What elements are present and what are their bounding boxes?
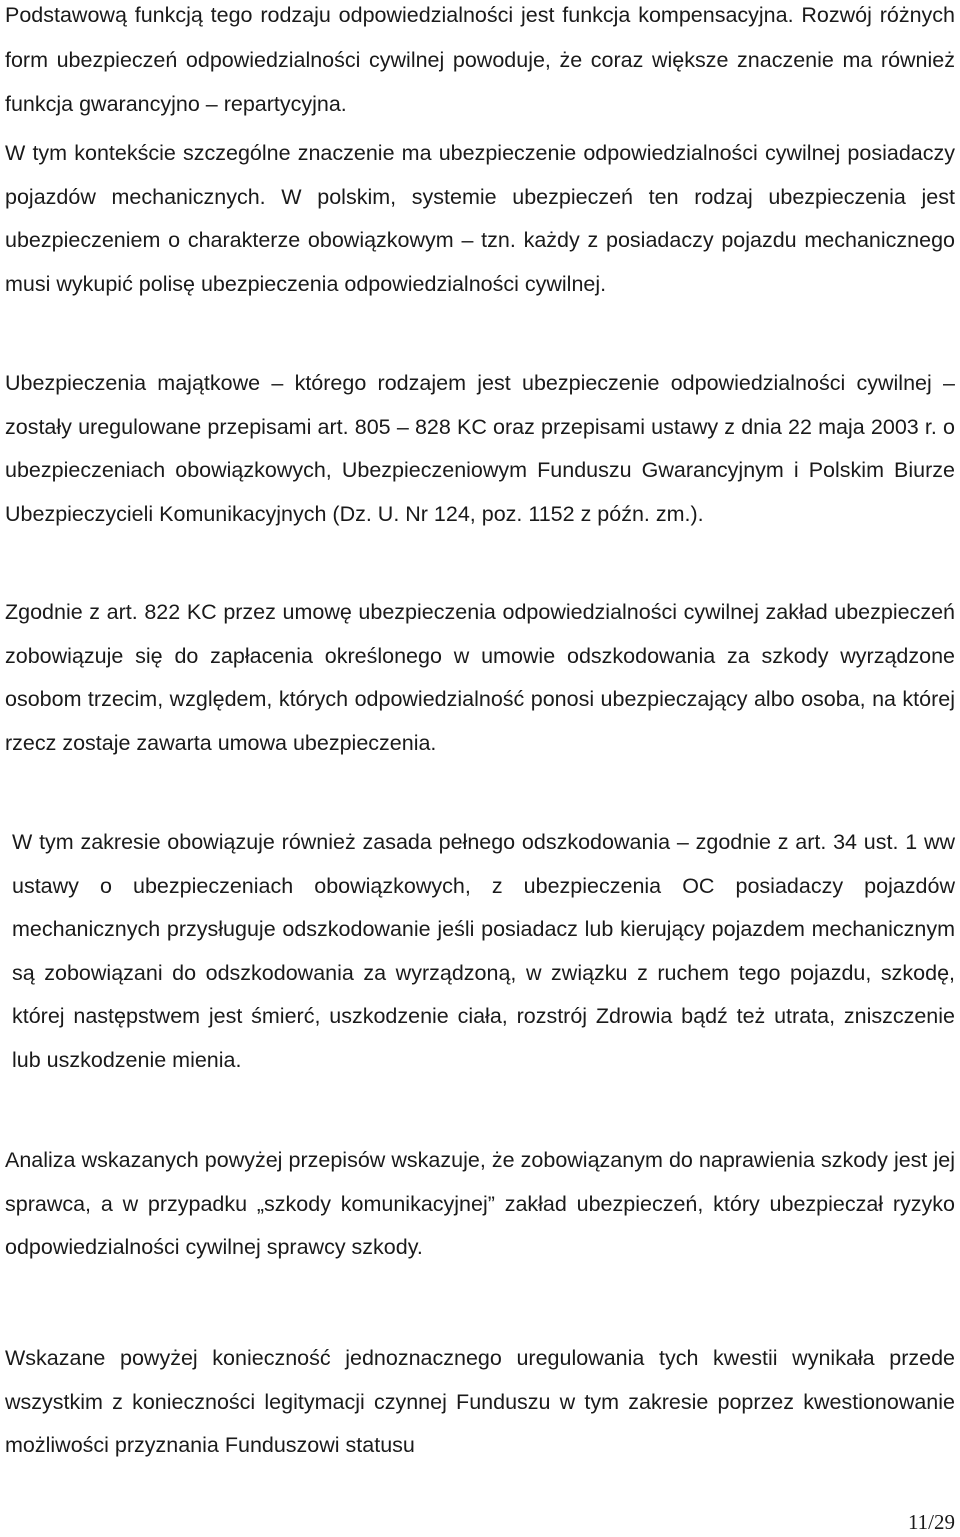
paragraph-oc-insurance-context: W tym kontekście szczególne znaczenie ma ubezpieczenie odpowiedzialności cywilnej posiadaczy pojazdów mechanicznych. W polskim, systemie ubezpieczeń ten rodzaj ubezpieczenia jest ubezpieczeniem o charakterze obowiązkowym – tzn. każdy z posiadaczy pojazdu mechanicznego musi wykupić polisę ubezpieczenia odpowiedzialności cywilnej. <box>5 141 955 296</box>
paragraph-fund-legitimacy: Wskazane powyżej konieczność jednoznacznego uregulowania tych kwestii wynikała przede wszystkim z konieczności legitymacji czynnej Funduszu w tym zakresie poprzez kwestionowanie możliwości przyznania Funduszowi statusu <box>5 1346 955 1457</box>
paragraph-analysis-liable-party: Analiza wskazanych powyżej przepisów wskazuje, że zobowiązanym do naprawienia szkody jest jej sprawca, a w przypadku „szkody komunikacyjnej” zakład ubezpieczeń, który ubezpieczał ryzyko odpowiedzialności cywilnej sprawcy szkody. <box>5 1148 955 1259</box>
paragraph-full-compensation-rule: W tym zakresie obowiązuje również zasada pełnego odszkodowania – zgodnie z art. 34 ust. 1 ww ustawy o ubezpieczeniach obowiązkowych, z ubezpieczenia OC posiadaczy pojazdów mechanicznych przysługuje odszkodowanie jeśli posiadacz lub kierujący pojazdem mechanicznym są zobowiązani do odszkodowania za wyrządzoną, w związku z ruchem tego pojazdu, szkodę, której następstwem jest śmierć, uszkodzenie ciała, rozstrój Zdrowia bądź też utrata, zniszczenie lub uszkodzenie mienia. <box>12 830 955 1072</box>
paragraph-compensation-function: Podstawową funkcją tego rodzaju odpowiedzialności jest funkcja kompensacyjna. Rozwój różnych form ubezpieczeń odpowiedzialności cywilnej powoduje, że coraz większe znaczenie ma również funkcja gwarancyjno – repartycyjna. <box>5 3 955 116</box>
page-number: 11/29 <box>907 1510 955 1534</box>
paragraph-property-insurance-regulations: Ubezpieczenia majątkowe – którego rodzajem jest ubezpieczenie odpowiedzialności cywilnej – zostały uregulowane przepisami art. 805 – 828 KC oraz przepisami ustawy z dnia 22 maja 2003 r. o ubezpieczeniach obowiązkowych, Ubezpieczeniowym Funduszu Gwarancyjnym i Polskim Biurze Ubezpieczycieli Komunikacyjnych (Dz. U. Nr 124, poz. 1152 z późn. zm.). <box>5 371 955 526</box>
paragraph-art-822-kc: Zgodnie z art. 822 KC przez umowę ubezpieczenia odpowiedzialności cywilnej zakład ubezpieczeń zobowiązuje się do zapłacenia określonego w umowie odszkodowania za szkody wyrządzone osobom trzecim, względem, których odpowiedzialność ponosi ubezpieczający albo osoba, na której rzecz zostaje zawarta umowa ubezpieczenia. <box>5 600 955 755</box>
